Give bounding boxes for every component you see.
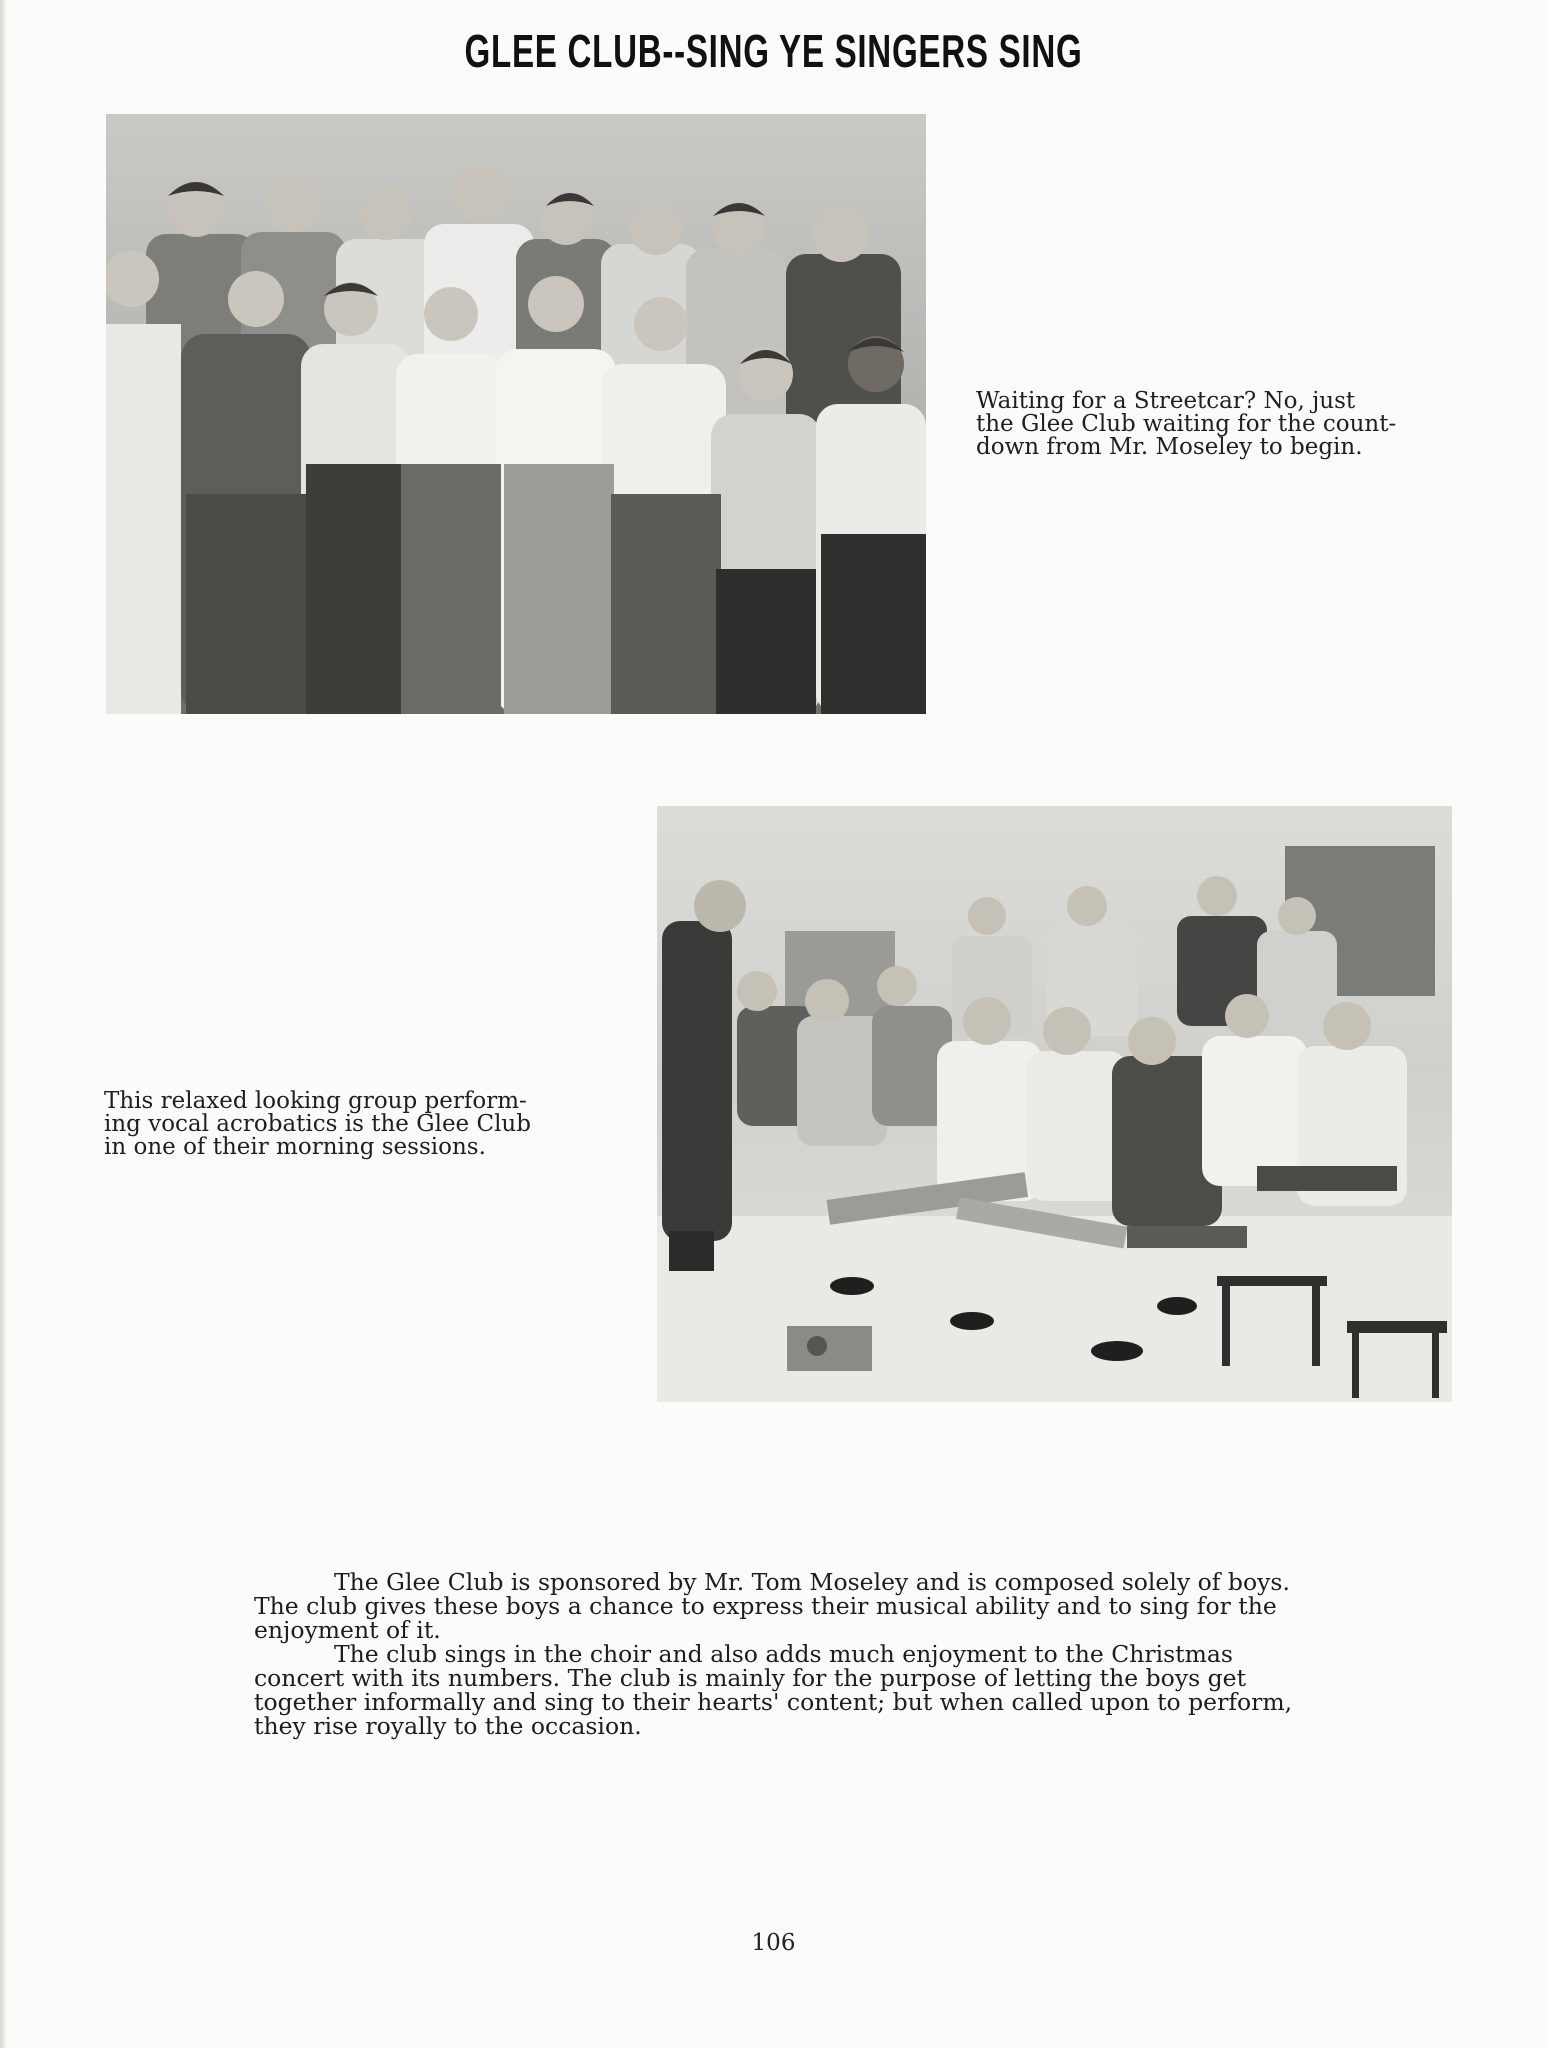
photo-standing-illustration — [106, 114, 926, 714]
caption-line: in one of their morning sessions. — [104, 1134, 486, 1160]
caption-line: Waiting for a Streetcar? No, just — [976, 388, 1356, 414]
page-title: GLEE CLUB--SING YE SINGERS SING — [464, 25, 1083, 77]
photo-caption-standing — [976, 390, 1470, 459]
photo-glee-club-standing — [106, 114, 926, 714]
caption-line: the Glee Club waiting for the count- — [976, 411, 1397, 437]
article-paragraph: The club sings in the choir and also adds much enjoyment to the Christmas concert with its numbers. The club is mainly for the purpose of letting the boys get together informally and sing to their hearts' content; but when called upon to perform, they rise royally to the occasion. — [254, 1640, 1293, 1740]
article-body — [254, 1570, 1307, 1738]
page-binding-edge — [0, 0, 6, 2048]
caption-line: This relaxed looking group perform- — [104, 1088, 527, 1114]
photo-seated-illustration — [657, 806, 1452, 1402]
caption-line: down from Mr. Moseley to begin. — [976, 434, 1363, 460]
photo-glee-club-seated — [657, 806, 1452, 1402]
page-number: 106 — [751, 1930, 796, 1956]
caption-line: ing vocal acrobatics is the Glee Club — [104, 1111, 531, 1137]
photo-caption-seated — [104, 1090, 616, 1159]
article-paragraph: The Glee Club is sponsored by Mr. Tom Moseley and is composed solely of boys. The club gives these boys a chance to express their musical ability and to sing for the enjoyment of it. — [254, 1568, 1290, 1644]
